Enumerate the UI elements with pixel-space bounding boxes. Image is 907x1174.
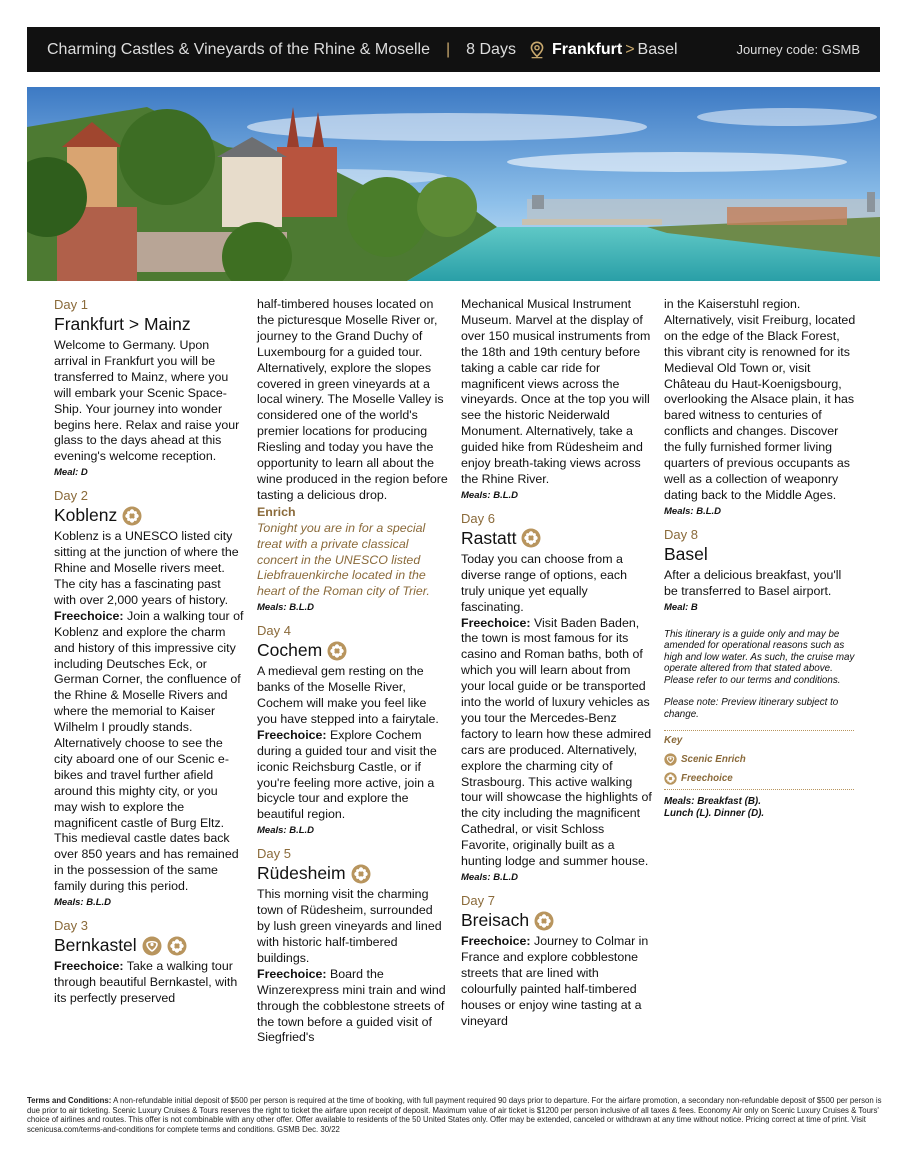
day-5-title	[257, 862, 449, 885]
freechoice-text: Journey to Colmar in France and explore cobblestone streets that are lined with colourfully painted half-timbered houses or enjoy wine tasting at a vineyard	[461, 934, 649, 1028]
enrich-icon	[664, 753, 677, 766]
day-4-title-text: Cochem	[257, 640, 323, 661]
column-2	[257, 297, 449, 1046]
day-1-text: Welcome to Germany. Upon arrival in Frankfurt you will be transferred to Mainz, where you will embark your Scenic Space-Ship. Your journey into wonder begins here. Relax and raise your glass to the days ahead at this evening's welcome reception.	[54, 338, 240, 464]
day-6-meals: Meals: B.L.D	[461, 872, 519, 883]
freechoice-label: Freechoice:	[257, 727, 327, 742]
day-8-title	[664, 543, 856, 566]
column-1	[54, 297, 244, 1007]
day-1-label: Day 1	[54, 297, 88, 312]
header-bar	[27, 27, 880, 72]
day-8-meals: Meal: B	[664, 601, 698, 613]
freechoice-text: Visit Baden Baden, the town is most famous for its casino and Roman baths, both of which you will learn about from your local guide or be transported into the world of luxury vehicles as you tour the Mercedes-Benz factory to learn how these admired cars are produced. Alternatively, explore the charming city of Strasbourg. This active walking tour will showcase the highlights of the city including the magnificent Cathedral, or visit Schloss Favorite, originally built as a hunting lodge and summer house.	[461, 615, 652, 869]
day-7-meals: Meals: B.L.D	[664, 505, 722, 517]
freechoice-label: Freechoice:	[461, 934, 531, 948]
icon-key	[664, 730, 854, 790]
column-4	[664, 297, 856, 820]
day-4-text: A medieval gem resting on the banks of the Moselle River, Cochem will make you feel like you have stepped into a fairytale.	[257, 664, 439, 726]
day-6-title	[461, 527, 653, 550]
day-3-label: Day 3	[54, 918, 88, 934]
day-3-freechoice-part2: half-timbered houses located on the picturesque Moselle River or, journey to the Grand Duchy of Luxembourg for a guided tour. Alternatively, explore the slopes covered in green vineyards at a local winery. The Moselle Valley is considered one of the world's premier locations for producing Riesling and today you have the opportunity to learn all about the wine produced in the region before tasting a delicious drop.	[257, 297, 448, 502]
day-5-text: This morning visit the charming town of Rüdesheim, surrounded by lush green vineyards and lined with historic half-timbered buildings.	[257, 887, 442, 965]
day-8-text: After a delicious breakfast, you'll be transferred to Basel airport.	[664, 567, 842, 598]
day-5-freechoice-part1	[257, 967, 449, 1047]
day-6-title-text: Rastatt	[461, 527, 517, 548]
enrich-icon	[142, 936, 162, 956]
day-1-title	[54, 313, 244, 336]
day-6-text: Today you can choose from a diverse range of options, each truly unique yet equally fascinating.	[461, 551, 628, 614]
itinerary-disclaimer: This itinerary is a guide only and may be amended for operational reasons such as high and low water. As such, the cruise may operate altered from that stated above. Please refer to our terms and conditions.	[664, 628, 855, 686]
route-arrow: >	[625, 40, 635, 58]
key-freechoice	[664, 771, 854, 787]
day-3-meals: Meals: B.L.D	[257, 602, 315, 614]
day-7-label: Day 7	[461, 893, 495, 908]
hero-photo	[27, 87, 880, 281]
day-4-title	[257, 639, 449, 662]
day-2-text: Koblenz is a UNESCO listed city sitting at the junction of where the Rhine and Moselle rivers meet. The city has a fascinating past with over 2,000 years of history.	[54, 529, 239, 607]
freechoice-text: Board the Winzerexpress mini train and wind through the cobblestone streets of the town before a guided visit of Siegfried's	[257, 966, 446, 1045]
freechoice-icon	[521, 528, 541, 548]
enrich-label: Enrich	[257, 504, 296, 519]
day-6-freechoice	[461, 616, 653, 871]
freechoice-icon	[664, 772, 677, 785]
day-2-title	[54, 504, 244, 527]
route-start: Frankfurt	[551, 40, 623, 58]
freechoice-text: Join a walking tour of Koblenz and explore the charm and history of this impressive city including Deutsches Eck, or German Corner, the confluence of the Rhine & Moselle Rivers and where the memorial to Kaiser Wilhelm I proudly stands. Alternatively choose to see the city aboard one of our Scenic e-bikes and travel further afield around this mighty city, or you may wish to explore the magnificent castle of Burg Eltz. This medieval castle dates back over 850 years and has remained in the possession of the same family during this period.	[54, 608, 244, 894]
day-3-freechoice-part1	[54, 959, 244, 1007]
day-8-title-text: Basel	[664, 543, 708, 564]
day-4-freechoice	[257, 728, 449, 823]
key-enrich-label: Scenic Enrich	[681, 754, 746, 765]
day-2-label: Day 2	[54, 488, 88, 504]
location-pin-icon	[528, 41, 546, 59]
enrich-text: Tonight you are in for a special treat with a private classical concert in the UNESCO listed Liebfrauenkirche located in the heart of the Roman city of Trier.	[257, 520, 430, 599]
day-7-freechoice-part1	[461, 934, 653, 1029]
day-5-label: Day 5	[257, 846, 291, 862]
key-freechoice-label: Freechoice	[681, 772, 733, 784]
day-7-freechoice-part2: in the Kaiserstuhl region. Alternatively, visit Freiburg, located on the edge of the Black Forest, this vibrant city is renowned for its Medieval Old Town or, visit Château du Haut-Koenigsbourg, overlooking the Alsace plain, it has bared witness to centuries of conflicts and changes. Discover the fully furnished former living quarters of previous occupants as well as a collection of weaponry dating back to the Middle Ages.	[664, 297, 856, 502]
key-label: Key	[664, 735, 683, 747]
tour-duration: 8 Days	[466, 40, 516, 58]
tour-title: Charming Castles & Vineyards of the Rhine & Moselle	[47, 40, 430, 58]
terms-text: A non-refundable initial deposit of $500 per person is required at the time of booking, with full payment required 90 days prior to departure. For the airfare promotion, a secondary non-refundable deposit of $500 per person is due prior to air ticketing. Scenic Luxury Cruises & Tours reserves the right to ticket the airfare upon receipt of deposit. Maximum value of air ticket is $1200 per person inclusive of all taxes & fees. Economy Air only on Scenic Luxury Cruises & Tours' choice of airlines and routes. This offer is not combinable with any other offer. Offer available to residents of the 50 United States only. Offer may be extended, canceled or withdrawn at any time without notice. Pricing correct at time of print. Visit scenicusa.com/terms-and-conditions for complete terms and conditions. GSMB Dec. 30/22	[27, 1096, 882, 1134]
day-7-title-text: Breisach	[461, 910, 530, 930]
day-4-meals: Meals: B.L.D	[257, 825, 315, 837]
day-7-title	[461, 909, 653, 932]
day-5-title-text: Rüdesheim	[257, 863, 346, 884]
key-enrich	[664, 752, 854, 768]
freechoice-text: Take a walking tour through beautiful Bernkastel, with its perfectly preserved	[54, 959, 238, 1005]
day-2-freechoice	[54, 609, 244, 895]
header-separator: |	[446, 40, 451, 58]
route-end: Basel	[637, 40, 678, 58]
preview-note: Please note: Preview itinerary subject to change.	[664, 697, 839, 720]
day-5-meals: Meals: B.L.D	[461, 489, 519, 501]
terms-and-conditions	[27, 1096, 882, 1134]
journey-code: Journey code: GSMB	[736, 42, 860, 57]
key-meals-line-1: Meals: Breakfast (B).	[664, 795, 761, 807]
freechoice-label: Freechoice:	[461, 615, 531, 630]
day-3-title-text: Bernkastel	[54, 935, 137, 956]
freechoice-icon	[167, 936, 187, 956]
freechoice-icon	[534, 911, 554, 931]
day-3-title	[54, 934, 244, 957]
freechoice-icon	[122, 506, 142, 526]
day-2-meals: Meals: B.L.D	[54, 897, 112, 909]
freechoice-icon	[327, 641, 347, 661]
terms-label: Terms and Conditions:	[27, 1096, 112, 1105]
column-3	[461, 297, 653, 1029]
day-4-label: Day 4	[257, 623, 291, 639]
day-8-label: Day 8	[664, 526, 698, 542]
day-1-title-text: Frankfurt > Mainz	[54, 314, 191, 334]
freechoice-label: Freechoice:	[257, 966, 327, 981]
freechoice-label: Freechoice:	[54, 959, 124, 974]
day-1-meals: Meal: D	[54, 467, 88, 479]
freechoice-label: Freechoice:	[54, 608, 124, 623]
freechoice-icon	[351, 864, 371, 884]
day-2-title-text: Koblenz	[54, 505, 118, 526]
day-5-freechoice-part2: Mechanical Musical Instrument Museum. Marvel at the display of over 150 musical instruments from the 18th and 19th century before taking a cable car ride for magnificent views across the vineyards. Once at the top you will see the historic Neiderwald Monument. Alternatively, take a guided hike from Rüdesheim and enjoy breath-taking views across the Rhine River.	[461, 297, 651, 486]
day-6-label: Day 6	[461, 510, 495, 526]
freechoice-text: Explore Cochem during a guided tour and visit the iconic Reichsburg Castle, or if you're feeling more active, join a bicycle tour and explore the beautiful region.	[257, 727, 437, 822]
key-meals-line-2: Lunch (L). Dinner (D).	[664, 807, 765, 819]
key-meals	[664, 796, 856, 820]
